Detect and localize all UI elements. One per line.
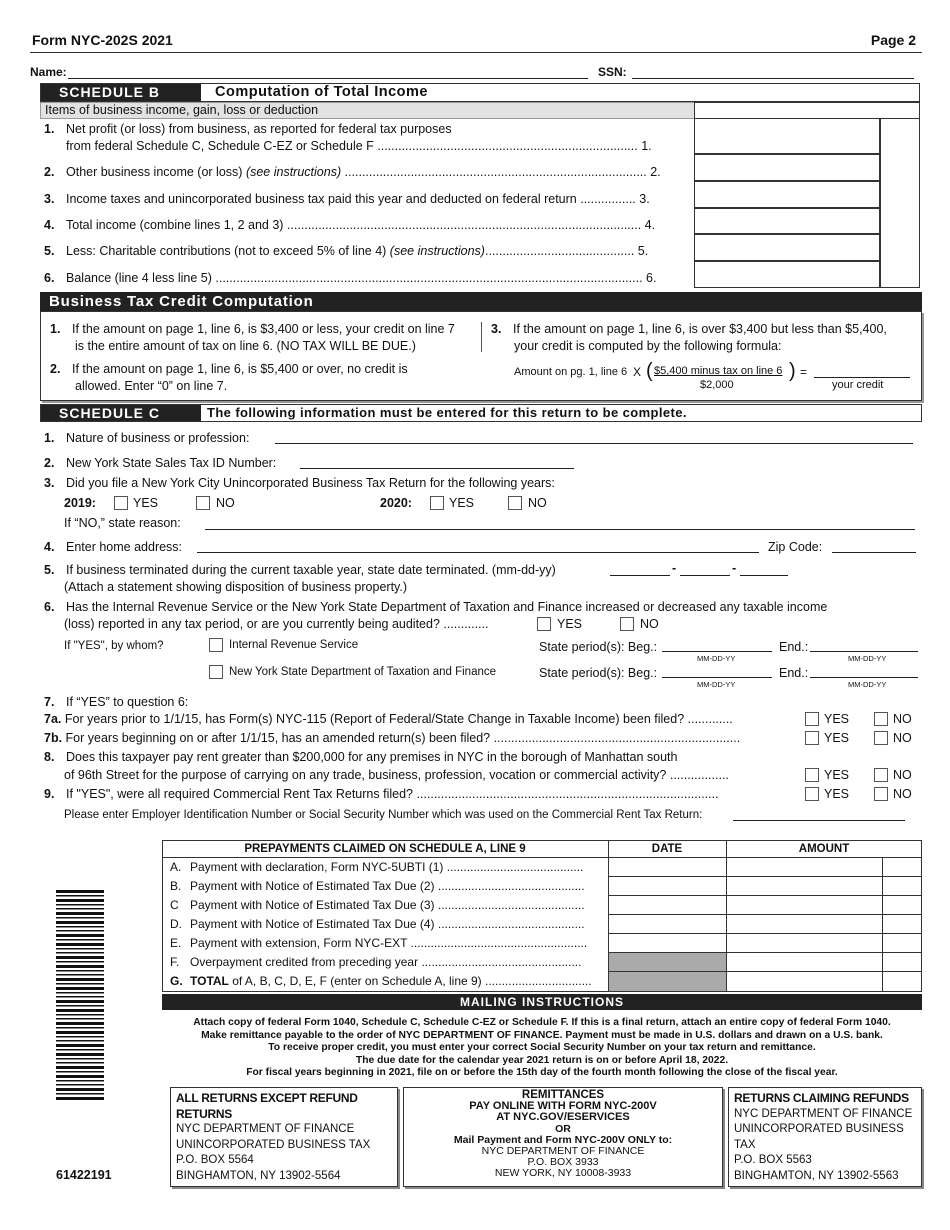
c-q7b: 7b. For years beginning on or after 1/1/15, has an amended return(s) been filed? .......................................................................: [44, 731, 741, 745]
2019-yes-label: YES: [133, 496, 159, 510]
c-q7: 7. If “YES” to question 6:: [44, 695, 189, 709]
year-2019-label: 2019:: [64, 496, 96, 510]
q7b-yes-label: YES: [824, 731, 850, 745]
2019-no-checkbox[interactable]: [196, 496, 210, 510]
irs-end-label: End.:: [779, 640, 809, 654]
prepayments-title: PREPAYMENTS CLAIMED ON SCHEDULE A, LINE 9: [244, 843, 526, 855]
prepay-row-a: A. Payment with declaration, Form NYC-5UBTI (1) .........................................: [170, 860, 584, 874]
header-rule: [30, 52, 922, 53]
formula-left: Amount on pg. 1, line 6: [514, 366, 628, 378]
q7a-yes-checkbox[interactable]: [805, 712, 819, 726]
credit-result-field[interactable]: [814, 364, 910, 378]
nys-checkbox[interactable]: [209, 665, 223, 679]
b-line-1-cont: from federal Schedule C, Schedule C-EZ or Schedule F ........................................................................... 1.: [66, 139, 652, 153]
nys-end-format: MM-DD-YY: [848, 680, 887, 689]
schedule-c-header: [40, 404, 922, 422]
col-date-header: DATE: [651, 843, 683, 855]
credit-item-1-cont: is the entire amount of tax on line 6. (NO TAX WILL BE DUE.): [75, 339, 416, 353]
b-line-3-amount[interactable]: [694, 181, 880, 208]
formula-denominator: $2,000: [700, 379, 734, 391]
irs-period-label: State period(s): Beg.:: [539, 640, 658, 654]
q8-yes-label: YES: [824, 768, 850, 782]
b-line-4-amount[interactable]: [694, 208, 880, 234]
mailing-line-1: Attach copy of federal Form 1040, Schedule C, Schedule C-EZ or Schedule F. If this is a final return, attach an entire copy of federal Form 1040.: [193, 1017, 891, 1028]
form-number: 61422191: [56, 1168, 112, 1182]
nys-period-beg[interactable]: [662, 664, 772, 678]
all-returns-title: ALL RETURNS EXCEPT REFUND RETURNS: [176, 1091, 358, 1121]
zip-field[interactable]: [832, 539, 916, 553]
irs-period-beg[interactable]: [662, 638, 772, 652]
q7b-yes-checkbox[interactable]: [805, 731, 819, 745]
remit-line: NYC DEPARTMENT OF FINANCE: [481, 1145, 645, 1158]
address-box-remittances: [403, 1087, 723, 1187]
2020-yes-label: YES: [449, 496, 475, 510]
c-q7a: 7a. For years prior to 1/1/15, has Form(s) NYC-115 (Report of Federal/State Change in Taxable Income) been filed? .............: [44, 712, 733, 726]
refunds-line: NYC DEPARTMENT OF FINANCE: [734, 1107, 913, 1120]
c-q5-note: (Attach a statement showing disposition of business property.): [64, 580, 407, 594]
nys-end-label: End.:: [779, 666, 809, 680]
c-q6-cont: (loss) reported in any tax period, or are you currently being audited? .............: [64, 617, 489, 631]
term-date-mm[interactable]: [610, 562, 670, 576]
eservices-link[interactable]: AT NYC.GOV/ESERVICES: [496, 1111, 630, 1124]
2019-yes-checkbox[interactable]: [114, 496, 128, 510]
nature-of-business-field[interactable]: [275, 430, 913, 444]
b-line-1-amount[interactable]: [694, 118, 880, 154]
schedule-b-title: Computation of Total Income: [215, 84, 428, 100]
prepay-row-c: C Payment with Notice of Estimated Tax Due (3) ............................................: [170, 898, 585, 912]
form-title: Form NYC-202S 2021: [32, 32, 173, 48]
barcode: [56, 890, 104, 1102]
irs-period-end[interactable]: [810, 638, 918, 652]
schedule-b-tag: SCHEDULE B: [41, 84, 201, 101]
q6-yes-label: YES: [557, 617, 583, 631]
mailing-instructions: [162, 1017, 922, 1080]
ssn-field[interactable]: [632, 65, 914, 79]
nys-period-end[interactable]: [810, 664, 918, 678]
zip-label: Zip Code:: [768, 540, 823, 554]
name-field[interactable]: [68, 65, 588, 79]
formula-numerator: $5,400 minus tax on line 6: [654, 365, 783, 377]
b-line-5: 5. Less: Charitable contributions (not to exceed 5% of line 4) (see instructions)........................................... 5.: [44, 244, 649, 258]
credit-item-2-cont: allowed. Enter “0” on line 7.: [75, 379, 228, 393]
c-q6: 6. Has the Internal Revenue Service or the New York State Department of Taxation and Finance increased or decreased any taxable income: [44, 600, 828, 614]
irs-label: Internal Revenue Service: [229, 639, 359, 651]
q9-no-checkbox[interactable]: [874, 787, 888, 801]
prepay-row-d: D. Payment with Notice of Estimated Tax Due (4) ............................................: [170, 917, 585, 931]
2020-no-checkbox[interactable]: [508, 496, 522, 510]
c-q1: 1. Nature of business or profession:: [44, 431, 250, 445]
crt-id-label: Please enter Employer Identification Number or Social Security Number which was used on the Commercial Rent Tax Return:: [64, 809, 703, 821]
irs-checkbox[interactable]: [209, 638, 223, 652]
2020-yes-checkbox[interactable]: [430, 496, 444, 510]
prepay-row-f: F. Overpayment credited from preceding year ................................................: [170, 955, 582, 969]
c-q2: 2. New York State Sales Tax ID Number:: [44, 456, 277, 470]
2019-no-label: NO: [216, 496, 235, 510]
c-q9: 9. If "YES", were all required Commercial Rent Tax Returns filed? .......................................................................................: [44, 787, 719, 801]
year-2020-label: 2020:: [380, 496, 412, 510]
q6-no-checkbox[interactable]: [620, 617, 634, 631]
all-returns-line: BINGHAMTON, NY 13902-5564: [176, 1169, 341, 1182]
mail-payment-line: Mail Payment and Form NYC-200V ONLY to:: [453, 1133, 673, 1146]
b-line-6-amount[interactable]: [694, 261, 880, 288]
all-returns-line: NYC DEPARTMENT OF FINANCE: [176, 1123, 355, 1135]
nys-label: New York State Department of Taxation and Finance: [229, 666, 497, 678]
b-line-2-amount[interactable]: [694, 154, 880, 181]
irs-end-format: MM-DD-YY: [848, 654, 887, 663]
q7a-no-label: NO: [893, 712, 912, 726]
pay-online-line: PAY ONLINE WITH FORM NYC-200V: [469, 1100, 657, 1113]
mailing-line-3: To receive proper credit, you must enter your correct Social Security Number on your tax return and remittance.: [268, 1042, 816, 1053]
term-date-dd[interactable]: [680, 562, 730, 576]
reason-label: If “NO,” state reason:: [64, 516, 181, 530]
credit-item-1: 1. If the amount on page 1, line 6, is $3,400 or less, your credit on line 7: [50, 322, 455, 336]
mailing-line-5: For fiscal years beginning in 2021, file on or before the 15th day of the fourth month following the close of the fiscal year.: [246, 1067, 838, 1078]
q7b-no-checkbox[interactable]: [874, 731, 888, 745]
q9-yes-checkbox[interactable]: [805, 787, 819, 801]
formula-x: X: [633, 365, 642, 379]
mailing-line-4: The due date for the calendar year 2021 return is on or before April 18, 2022.: [355, 1054, 729, 1066]
credit-item-3: 3. If the amount on page 1, line 6, is over $3,400 but less than $5,400,: [491, 322, 887, 336]
prepay-row-e: E. Payment with extension, Form NYC-EXT .....................................................: [170, 936, 588, 950]
mailing-line-2: Make remittance payable to the order of NYC DEPARTMENT OF FINANCE. Payment must be made in U.S. dollars and drawn on a U.S. bank.: [201, 1029, 883, 1041]
q7b-no-label: NO: [893, 731, 912, 745]
c-q4: 4. Enter home address:: [44, 540, 183, 554]
home-address-field[interactable]: [197, 539, 759, 553]
formula-eq: =: [800, 365, 808, 379]
crt-id-field[interactable]: [733, 807, 905, 821]
page-number: Page 2: [870, 32, 916, 48]
refunds-line: BINGHAMTON, NY 13902-5563: [734, 1169, 899, 1182]
b-line-6: 6. Balance (line 4 less line 5) ........................................................................................................................... 6.: [44, 271, 657, 285]
refunds-line: P.O. BOX 5563: [734, 1154, 812, 1166]
q7a-no-checkbox[interactable]: [874, 712, 888, 726]
b-line-3: 3. Income taxes and unincorporated business tax paid this year and deducted on federal return ................ 3.: [44, 192, 650, 206]
prepay-row-b: B. Payment with Notice of Estimated Tax Due (2) ............................................: [170, 879, 585, 893]
credit-title-bar: Business Tax Credit Computation: [40, 292, 922, 311]
credit-item-2: 2. If the amount on page 1, line 6, is $5,400 or over, no credit is: [50, 362, 408, 376]
b-line-5-amount[interactable]: [694, 234, 880, 261]
credit-item-3-cont: your credit is computed by the following formula:: [514, 339, 782, 353]
c-q8: 8. Does this taxpayer pay rent greater than $200,000 for any premises in NYC in the borough of Manhattan south: [44, 750, 678, 764]
all-returns-line: P.O. BOX 5564: [176, 1154, 254, 1166]
c-q5: 5. If business terminated during the current taxable year, state date terminated. (mm-dd-yy): [44, 563, 556, 577]
remit-line: NEW YORK, NY 10008-3933: [494, 1167, 632, 1180]
q8-yes-checkbox[interactable]: [805, 768, 819, 782]
q9-yes-label: YES: [824, 787, 850, 801]
schedule-b-header: [40, 83, 920, 102]
prepay-row-g: G. TOTAL of A, B, C, D, E, F (enter on Schedule A, line 9) ................................: [170, 974, 592, 988]
nys-period-label: State period(s): Beg.:: [539, 666, 658, 680]
col-amount-header: AMOUNT: [798, 843, 850, 855]
term-date-yy[interactable]: [740, 562, 788, 576]
shaded-date-cells: [609, 953, 726, 991]
irs-beg-format: MM-DD-YY: [697, 654, 736, 663]
q9-no-label: NO: [893, 787, 912, 801]
q7a-yes-label: YES: [824, 712, 850, 726]
reason-field[interactable]: [205, 516, 915, 530]
remittances-title: REMITTANCES: [521, 1089, 605, 1101]
remit-line: P.O. BOX 3933: [527, 1156, 599, 1169]
2020-no-label: NO: [528, 496, 547, 510]
q6-yes-checkbox[interactable]: [537, 617, 551, 631]
refunds-title: RETURNS CLAIMING REFUNDS: [734, 1091, 909, 1105]
q8-no-label: NO: [893, 768, 912, 782]
mailing-title-bar: MAILING INSTRUCTIONS: [162, 994, 922, 1010]
formula-result-label: your credit: [832, 379, 884, 391]
sales-tax-id-field[interactable]: [300, 455, 574, 469]
b-line-1: 1. Net profit (or loss) from business, as reported for federal tax purposes: [44, 122, 452, 136]
q6-no-label: NO: [640, 617, 659, 631]
address-box-all-returns: [170, 1087, 398, 1187]
schedule-b-subheader: Items of business income, gain, loss or deduction: [40, 102, 695, 119]
b-line-2: 2. Other business income (or loss) (see instructions) ....................................................................................... 2.: [44, 165, 661, 179]
address-box-refunds: [728, 1087, 922, 1187]
q8-no-checkbox[interactable]: [874, 768, 888, 782]
name-label: Name:: [30, 65, 67, 79]
ssn-label: SSN:: [598, 65, 627, 79]
schedule-c-tag: SCHEDULE C: [41, 405, 201, 421]
refunds-line: UNINCORPORATED BUSINESS TAX: [734, 1123, 904, 1151]
all-returns-line: UNINCORPORATED BUSINESS TAX: [176, 1138, 371, 1151]
if-yes-by-whom: If "YES", by whom?: [64, 640, 164, 652]
nys-beg-format: MM-DD-YY: [697, 680, 736, 689]
barcode-icon: [56, 890, 104, 1102]
or-line: OR: [555, 1122, 571, 1135]
b-line-4: 4. Total income (combine lines 1, 2 and 3) ...................................................................................................... 4.: [44, 218, 656, 232]
c-q8-cont: of 96th Street for the purpose of carrying on any trade, business, profession, vocation or commercial activity? .................: [64, 768, 729, 782]
schedule-c-title: The following information must be entered for this return to be complete.: [207, 405, 687, 420]
c-q3: 3. Did you file a New York City Unincorporated Business Tax Return for the following years:: [44, 476, 555, 490]
